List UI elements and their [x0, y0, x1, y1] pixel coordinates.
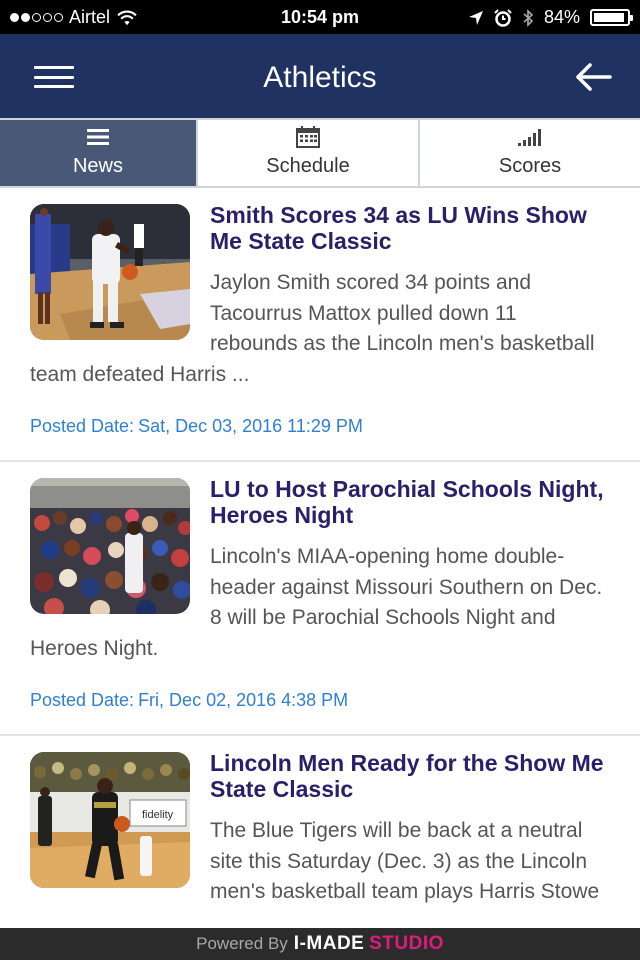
tab-label: Schedule — [266, 155, 350, 177]
app-header — [0, 34, 640, 118]
news-summary: Lincoln's MIAA-opening home double-header against Missouri Southern on Dec. 8 will be Parochial Schools Night and Heroes Night. — [30, 545, 603, 660]
tab-news[interactable] — [0, 120, 196, 186]
news-title[interactable]: LU to Host Parochial Schools Night, Heroes Night — [210, 476, 604, 528]
menu-line — [34, 66, 74, 69]
posted-date-value: Fri, Dec 02, 2016 4:38 PM — [138, 690, 349, 710]
brand-logo[interactable] — [294, 933, 444, 955]
brand-name-part1: I-MADE — [293, 933, 365, 954]
signal-dot — [43, 13, 52, 22]
powered-by-text: Powered By — [196, 934, 288, 953]
wifi-icon — [116, 10, 138, 26]
news-thumbnail — [30, 752, 190, 888]
page-title: Athletics — [263, 61, 377, 94]
tab-bar — [0, 118, 640, 188]
hamburger-menu-icon[interactable] — [34, 66, 74, 88]
tab-scores[interactable] — [418, 120, 640, 186]
battery-percent: 84% — [543, 7, 580, 27]
basketball-game-court-photo — [30, 752, 190, 888]
posted-label: Posted Date: — [30, 416, 135, 436]
tab-label: Scores — [498, 155, 562, 177]
basketball-player-dribbling-photo — [30, 204, 190, 340]
posted-date-value: Sat, Dec 03, 2016 11:29 PM — [138, 416, 363, 436]
status-right — [468, 7, 630, 28]
footer — [0, 928, 640, 960]
posted-date — [30, 416, 363, 437]
brand-name-part2: STUDIO — [369, 933, 444, 954]
menu-line — [34, 85, 74, 88]
news-title[interactable]: Lincoln Men Ready for the Show Me State Classic — [210, 750, 604, 802]
battery-level — [594, 13, 624, 22]
crowd-in-stands-photo — [30, 478, 190, 614]
list-icon — [87, 125, 109, 149]
signal-bars-icon — [517, 125, 543, 149]
battery-icon — [590, 9, 630, 26]
alarm-icon — [494, 9, 512, 27]
signal-dot — [54, 13, 63, 22]
status-time: 10:54 pm — [280, 7, 360, 27]
news-item[interactable] — [0, 188, 640, 462]
back-arrow-icon[interactable] — [574, 62, 612, 92]
calendar-icon — [296, 125, 320, 149]
status-bar — [0, 0, 640, 34]
menu-line — [34, 76, 74, 79]
news-summary: The Blue Tigers will be back at a neutral site this Saturday (Dec. 3) as the Lincoln men's basketball team plays Harris Stowe — [210, 819, 600, 903]
carrier-name: Airtel — [69, 7, 111, 27]
posted-label: Posted Date: — [30, 690, 135, 710]
news-item[interactable] — [0, 462, 640, 736]
signal-strength-icon — [10, 13, 63, 22]
news-list — [0, 188, 640, 928]
news-thumbnail — [30, 478, 190, 614]
signal-dot — [21, 13, 30, 22]
signal-dot — [32, 13, 41, 22]
tab-label: News — [72, 155, 123, 177]
tab-schedule[interactable] — [196, 120, 418, 186]
signal-dot — [10, 13, 19, 22]
news-summary: Jaylon Smith scored 34 points and Tacourrus Mattox pulled down 11 rebounds as the Lincoln men's basketball team defeated Harris ... — [30, 271, 595, 386]
bluetooth-icon — [522, 9, 534, 27]
posted-date — [30, 690, 348, 711]
status-left — [10, 7, 138, 28]
news-thumbnail — [30, 204, 190, 340]
news-item[interactable] — [0, 736, 640, 928]
svg-text:fidelity: fidelity — [142, 809, 174, 821]
news-title[interactable]: Smith Scores 34 as LU Wins Show Me State Classic — [210, 202, 587, 254]
location-arrow-icon — [468, 10, 484, 26]
